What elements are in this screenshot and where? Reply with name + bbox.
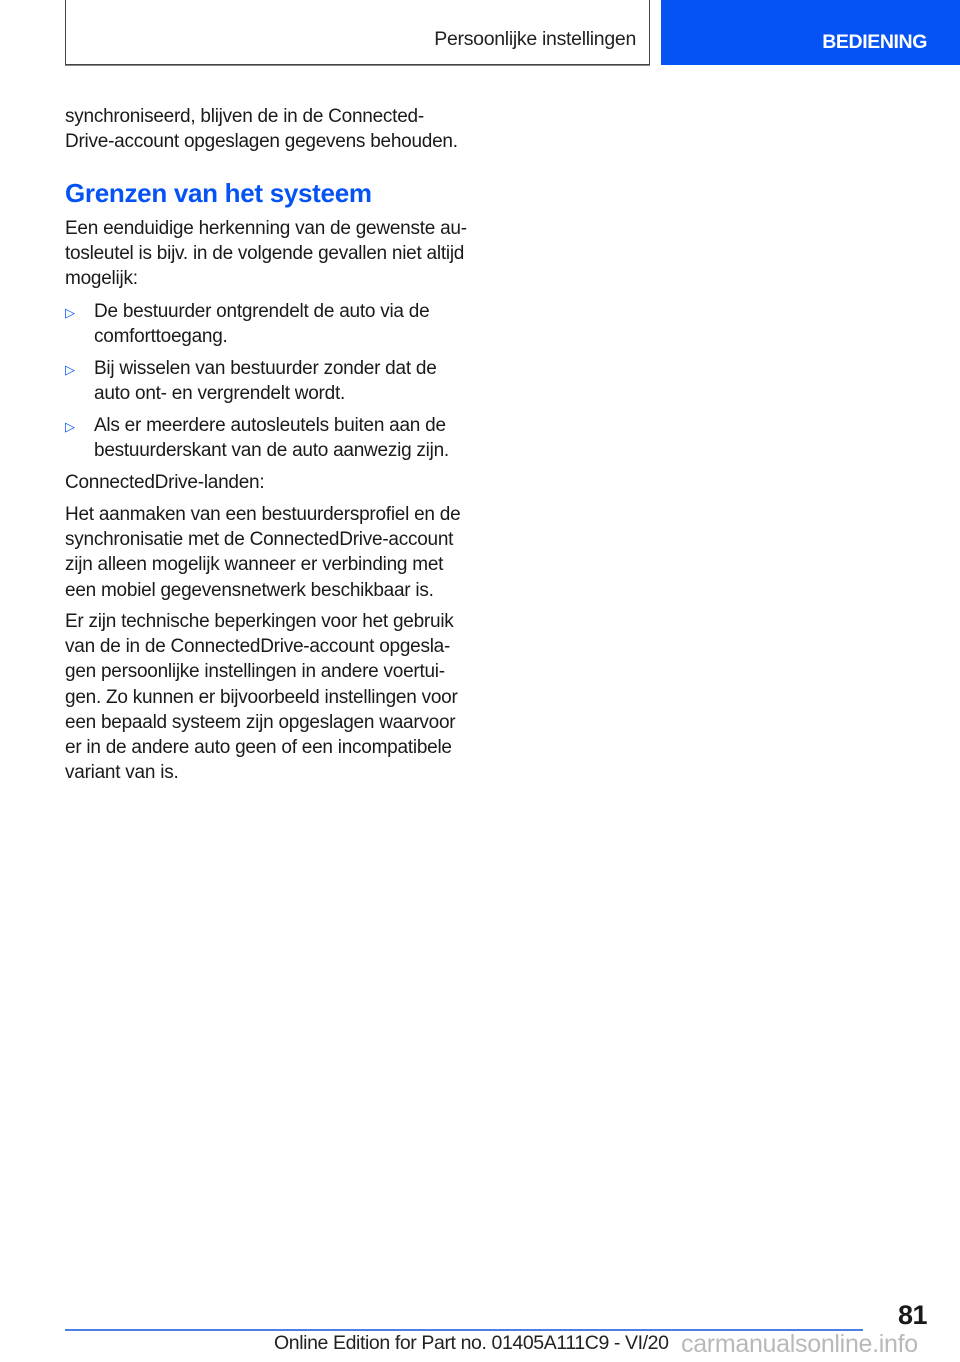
edition-text: Online Edition for Part no. 01405A111C9 - VI/20 xyxy=(274,1332,669,1354)
text-line: auto ont- en vergrendelt wordt. xyxy=(94,383,346,405)
text-line: een mobiel gegevensnetwerk beschikbaar is. xyxy=(65,579,434,601)
text-line: bestuurderskant van de auto aanwezig zijn. xyxy=(94,440,449,462)
list-item xyxy=(65,299,429,349)
text-line: Een eenduidige herkenning van de gewenste au- xyxy=(65,218,467,239)
triangle-bullet-icon: ▷ xyxy=(65,305,75,320)
text-line: tosleutel is bijv. in de volgende gevallen niet altijd xyxy=(65,243,465,265)
paragraph-3 xyxy=(65,502,460,603)
paragraph-4 xyxy=(65,609,458,785)
section-heading: Grenzen van het systeem xyxy=(65,178,372,208)
text-line: mogelijk: xyxy=(65,268,138,290)
text-line: synchronisatie met de ConnectedDrive-account xyxy=(65,529,454,551)
text-line: gen persoonlijke instellingen in andere voertui- xyxy=(65,661,445,683)
text-line: Drive-account opgeslagen gegevens behouden. xyxy=(65,131,458,153)
text-line: gen. Zo kunnen er bijvoorbeeld instellingen voor xyxy=(65,686,458,708)
list-item xyxy=(65,413,449,463)
header-box xyxy=(65,0,650,65)
text-line: variant van is. xyxy=(65,762,179,784)
text-line: De bestuurder ontgrendelt de auto via de xyxy=(94,301,430,322)
triangle-bullet-icon: ▷ xyxy=(65,362,75,377)
text-line: er in de andere auto geen of een incompatibele xyxy=(65,737,452,759)
text-line: comforttoegang. xyxy=(94,326,228,348)
text-line: een bepaald systeem zijn opgeslagen waarvoor xyxy=(65,711,456,733)
triangle-bullet-icon: ▷ xyxy=(65,419,75,434)
text-line: synchroniseerd, blijven de in de Connected- xyxy=(65,106,424,127)
text-line: Er zijn technische beperkingen voor het gebruik xyxy=(65,611,454,632)
list-item xyxy=(65,356,437,406)
section-title: Persoonlijke instellingen xyxy=(434,28,636,50)
text-line: Als er meerdere autosleutels buiten aan de xyxy=(94,415,446,436)
text-line: Het aanmaken van een bestuurdersprofiel en de xyxy=(65,504,461,525)
chapter-tab-label: BEDIENING xyxy=(822,31,927,53)
page-number: 81 xyxy=(897,1300,927,1330)
paragraph-2 xyxy=(65,470,264,495)
text-line: van de in de ConnectedDrive-account opgesla- xyxy=(65,636,451,658)
chapter-tab xyxy=(661,0,960,65)
text-line: ConnectedDrive-landen: xyxy=(65,472,265,493)
paragraph-1 xyxy=(65,216,467,292)
text-line: zijn alleen mogelijk wanneer er verbinding met xyxy=(65,554,444,576)
text-line: Bij wisselen van bestuurder zonder dat de xyxy=(94,358,437,379)
watermark: carmanualsonline.info xyxy=(681,1330,918,1358)
intro-paragraph xyxy=(65,104,458,154)
